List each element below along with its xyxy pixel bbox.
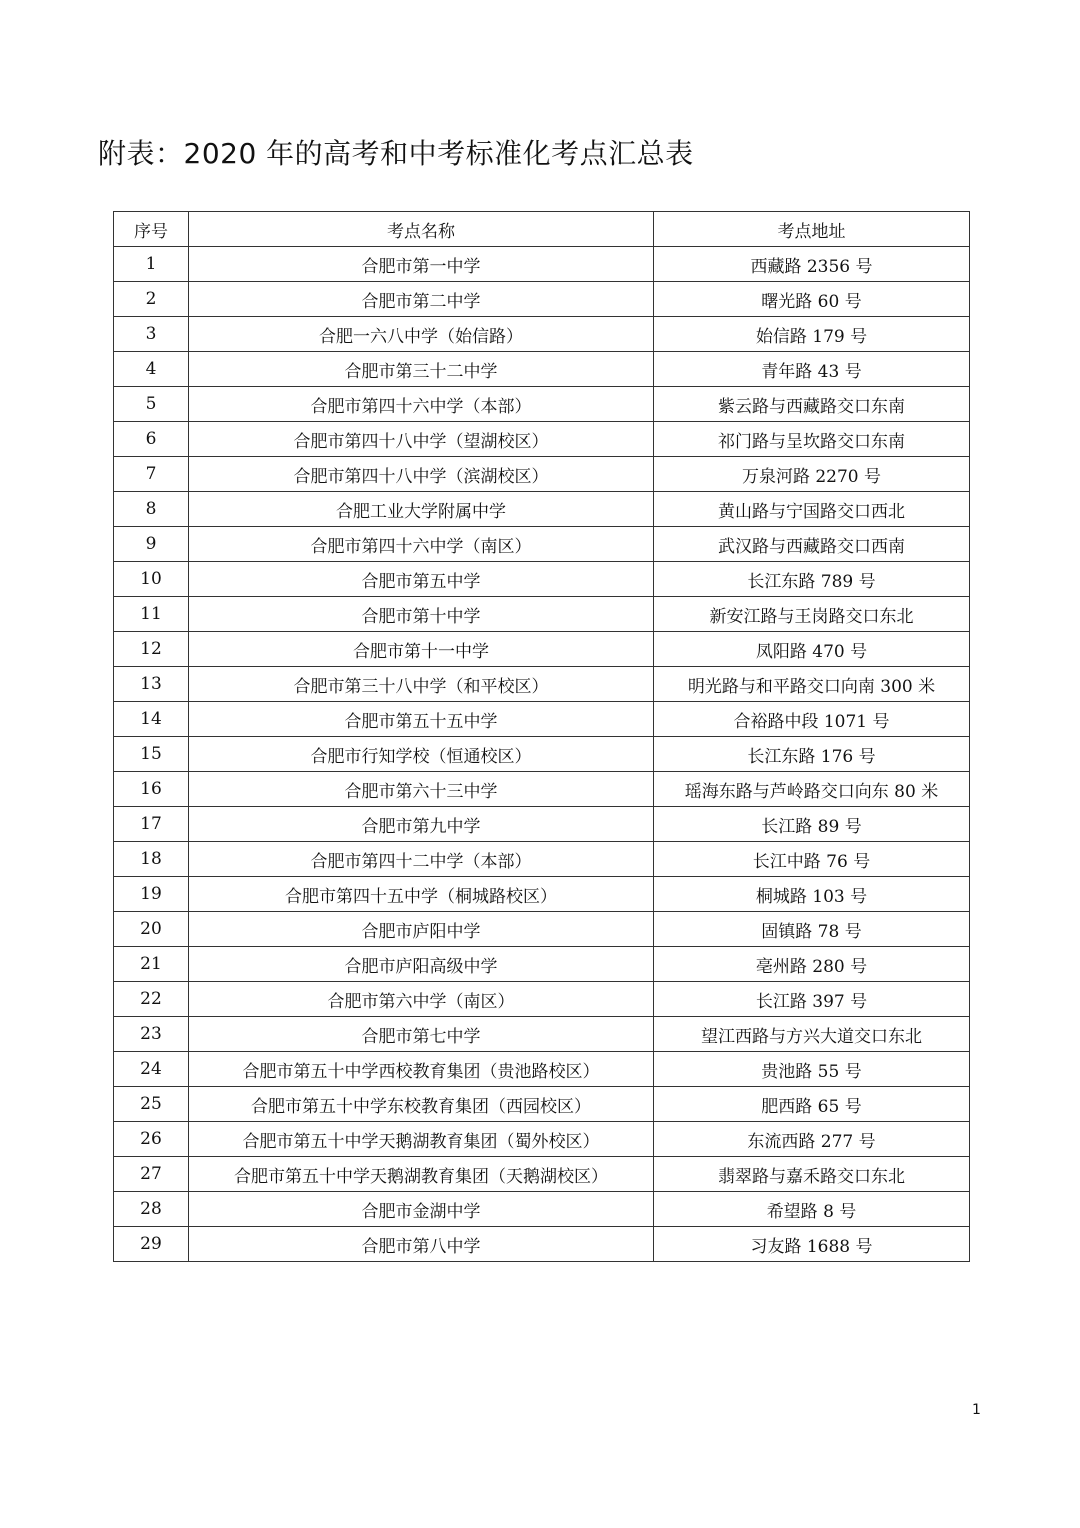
- table-row: [114, 1192, 970, 1227]
- header-site-address: 考点地址: [654, 212, 970, 247]
- cell-site-name: 合肥市第九中学: [189, 807, 654, 842]
- cell-site-address: 曙光路 60 号: [654, 282, 970, 317]
- cell-site-name: 合肥市第五十中学西校教育集团（贵池路校区）: [189, 1052, 654, 1087]
- cell-serial-number: 14: [114, 702, 189, 737]
- cell-serial-number: 11: [114, 597, 189, 632]
- cell-site-name: 合肥市第四十二中学（本部）: [189, 842, 654, 877]
- cell-site-address: 始信路 179 号: [654, 317, 970, 352]
- cell-site-address: 长江路 397 号: [654, 982, 970, 1017]
- cell-site-address: 祁门路与呈坎路交口东南: [654, 422, 970, 457]
- cell-site-address: 翡翠路与嘉禾路交口东北: [654, 1157, 970, 1192]
- cell-site-name: 合肥市第十一中学: [189, 632, 654, 667]
- cell-site-name: 合肥市第四十五中学（桐城路校区）: [189, 877, 654, 912]
- table-row: [114, 737, 970, 772]
- table-row: [114, 1052, 970, 1087]
- table-row: [114, 422, 970, 457]
- cell-site-name: 合肥市第一中学: [189, 247, 654, 282]
- table-row: [114, 1227, 970, 1262]
- table-row: [114, 877, 970, 912]
- header-site-name: 考点名称: [189, 212, 654, 247]
- cell-site-address: 武汉路与西藏路交口西南: [654, 527, 970, 562]
- page-title: 附表：2020 年的高考和中考标准化考点汇总表: [98, 137, 694, 170]
- cell-site-address: 明光路与和平路交口向南 300 米: [654, 667, 970, 702]
- cell-site-name: 合肥市第四十八中学（望湖校区）: [189, 422, 654, 457]
- cell-site-address: 长江中路 76 号: [654, 842, 970, 877]
- cell-site-name: 合肥市第二中学: [189, 282, 654, 317]
- cell-site-address: 青年路 43 号: [654, 352, 970, 387]
- cell-serial-number: 21: [114, 947, 189, 982]
- cell-site-name: 合肥市第五中学: [189, 562, 654, 597]
- cell-site-address: 固镇路 78 号: [654, 912, 970, 947]
- cell-site-address: 东流西路 277 号: [654, 1122, 970, 1157]
- cell-site-name: 合肥市第五十中学东校教育集团（西园校区）: [189, 1087, 654, 1122]
- table-body: [114, 247, 970, 1262]
- cell-site-address: 新安江路与王岗路交口东北: [654, 597, 970, 632]
- cell-serial-number: 13: [114, 667, 189, 702]
- table-row: [114, 842, 970, 877]
- table-row: [114, 597, 970, 632]
- cell-site-name: 合肥市第五十五中学: [189, 702, 654, 737]
- cell-serial-number: 8: [114, 492, 189, 527]
- table-row: [114, 667, 970, 702]
- table-row: [114, 492, 970, 527]
- table-row: [114, 527, 970, 562]
- table-row: [114, 1157, 970, 1192]
- table-row: [114, 317, 970, 352]
- cell-site-address: 希望路 8 号: [654, 1192, 970, 1227]
- cell-site-name: 合肥市第四十八中学（滨湖校区）: [189, 457, 654, 492]
- exam-sites-table: [113, 211, 970, 1262]
- table-row: [114, 1087, 970, 1122]
- table-row: [114, 387, 970, 422]
- table-row: [114, 282, 970, 317]
- cell-site-address: 习友路 1688 号: [654, 1227, 970, 1262]
- table-row: [114, 1017, 970, 1052]
- cell-serial-number: 9: [114, 527, 189, 562]
- cell-serial-number: 23: [114, 1017, 189, 1052]
- table-row: [114, 947, 970, 982]
- cell-serial-number: 1: [114, 247, 189, 282]
- cell-site-address: 长江路 89 号: [654, 807, 970, 842]
- cell-site-name: 合肥市行知学校（恒通校区）: [189, 737, 654, 772]
- cell-site-address: 长江东路 789 号: [654, 562, 970, 597]
- header-serial-number: 序号: [114, 212, 189, 247]
- table-row: [114, 807, 970, 842]
- cell-serial-number: 2: [114, 282, 189, 317]
- cell-serial-number: 15: [114, 737, 189, 772]
- cell-site-name: 合肥市金湖中学: [189, 1192, 654, 1227]
- cell-site-address: 亳州路 280 号: [654, 947, 970, 982]
- cell-serial-number: 4: [114, 352, 189, 387]
- cell-site-address: 凤阳路 470 号: [654, 632, 970, 667]
- cell-serial-number: 10: [114, 562, 189, 597]
- cell-site-address: 望江西路与方兴大道交口东北: [654, 1017, 970, 1052]
- cell-serial-number: 3: [114, 317, 189, 352]
- table-row: [114, 982, 970, 1017]
- cell-serial-number: 17: [114, 807, 189, 842]
- cell-site-name: 合肥市第六十三中学: [189, 772, 654, 807]
- cell-serial-number: 6: [114, 422, 189, 457]
- cell-serial-number: 19: [114, 877, 189, 912]
- cell-serial-number: 22: [114, 982, 189, 1017]
- table-header-row: [114, 212, 970, 247]
- table-row: [114, 457, 970, 492]
- cell-site-address: 贵池路 55 号: [654, 1052, 970, 1087]
- cell-serial-number: 16: [114, 772, 189, 807]
- cell-serial-number: 7: [114, 457, 189, 492]
- cell-serial-number: 24: [114, 1052, 189, 1087]
- cell-site-name: 合肥市第四十六中学（南区）: [189, 527, 654, 562]
- cell-site-name: 合肥市第五十中学天鹅湖教育集团（蜀外校区）: [189, 1122, 654, 1157]
- table-row: [114, 562, 970, 597]
- cell-site-address: 合裕路中段 1071 号: [654, 702, 970, 737]
- cell-serial-number: 18: [114, 842, 189, 877]
- cell-serial-number: 28: [114, 1192, 189, 1227]
- cell-site-address: 肥西路 65 号: [654, 1087, 970, 1122]
- cell-site-name: 合肥市第三十二中学: [189, 352, 654, 387]
- cell-site-address: 桐城路 103 号: [654, 877, 970, 912]
- cell-site-address: 紫云路与西藏路交口东南: [654, 387, 970, 422]
- table-row: [114, 352, 970, 387]
- cell-serial-number: 12: [114, 632, 189, 667]
- cell-site-address: 黄山路与宁国路交口西北: [654, 492, 970, 527]
- cell-serial-number: 27: [114, 1157, 189, 1192]
- table-row: [114, 247, 970, 282]
- cell-serial-number: 20: [114, 912, 189, 947]
- cell-site-address: 西藏路 2356 号: [654, 247, 970, 282]
- cell-site-name: 合肥市第七中学: [189, 1017, 654, 1052]
- cell-serial-number: 25: [114, 1087, 189, 1122]
- cell-site-name: 合肥一六八中学（始信路）: [189, 317, 654, 352]
- table-row: [114, 632, 970, 667]
- cell-site-name: 合肥市第六中学（南区）: [189, 982, 654, 1017]
- cell-serial-number: 29: [114, 1227, 189, 1262]
- page-number: 1: [972, 1402, 981, 1418]
- cell-site-name: 合肥工业大学附属中学: [189, 492, 654, 527]
- cell-site-address: 瑶海东路与芦岭路交口向东 80 米: [654, 772, 970, 807]
- cell-site-name: 合肥市庐阳中学: [189, 912, 654, 947]
- table-row: [114, 702, 970, 737]
- cell-site-name: 合肥市第十中学: [189, 597, 654, 632]
- cell-serial-number: 5: [114, 387, 189, 422]
- cell-site-name: 合肥市第三十八中学（和平校区）: [189, 667, 654, 702]
- table-row: [114, 772, 970, 807]
- table-row: [114, 912, 970, 947]
- cell-site-name: 合肥市第八中学: [189, 1227, 654, 1262]
- cell-site-name: 合肥市第四十六中学（本部）: [189, 387, 654, 422]
- cell-site-name: 合肥市第五十中学天鹅湖教育集团（天鹅湖校区）: [189, 1157, 654, 1192]
- cell-site-address: 长江东路 176 号: [654, 737, 970, 772]
- cell-site-address: 万泉河路 2270 号: [654, 457, 970, 492]
- cell-serial-number: 26: [114, 1122, 189, 1157]
- cell-site-name: 合肥市庐阳高级中学: [189, 947, 654, 982]
- table-row: [114, 1122, 970, 1157]
